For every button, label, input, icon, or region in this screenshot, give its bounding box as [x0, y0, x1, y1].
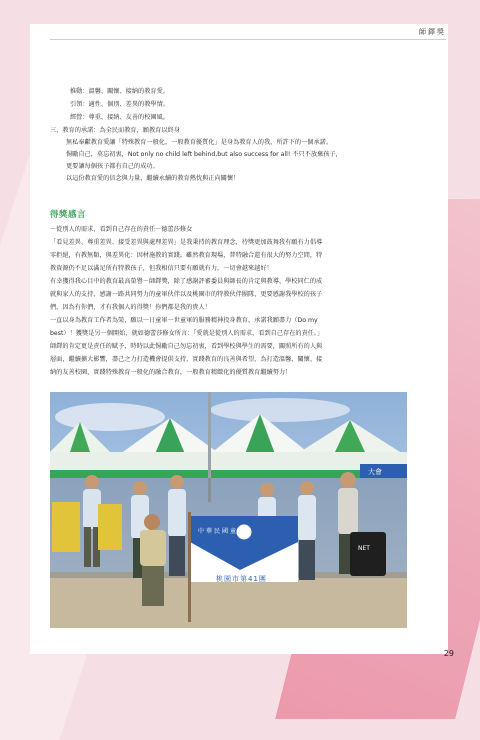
- intro-line: 經營：尊重、接納、友善的校園風。: [70, 114, 169, 121]
- flag-text-bottom: 桃園市第41團: [216, 575, 267, 583]
- section-line: －從別人的需求，看到自己存在的責任－德蕾莎修女: [50, 226, 193, 233]
- intro-line: 推動：溫馨、關懷、接納的教育愛。: [70, 88, 169, 95]
- section-title: 得獎感言: [50, 210, 87, 220]
- section-line: 零拒絕，有教無類，與差異化：因材施教的實踐。雖然教育現場，普特融合還有很大的努力空間，特: [50, 252, 323, 259]
- page-number: 29: [443, 649, 454, 658]
- svg-text:大會: 大會: [368, 468, 382, 476]
- intro-line: 三、教育的承諾：為全民而教育，願教育以終身: [50, 127, 180, 134]
- intro-line: 更要讓每個孩子都有自己的成功。: [66, 163, 159, 170]
- section-line: 層面，繼續擴大影響，盡己之力打造機會提供支持，實踐教育的良善與希望，為打造溫馨、關懷、接: [50, 356, 323, 363]
- intro-line: 引領：適性、個別、差異的教學情。: [70, 101, 169, 108]
- section-line: 們，因為有你們，才有我個人的得獎！你們都是我的貴人！: [50, 304, 211, 311]
- section-line: best）！獲獎是另一個開始，就如德蕾莎修女所言：「愛就是從別人的需求，看到自己存在的責任。」: [50, 330, 324, 337]
- section-line: 一直以身為教育工作者為榮，願以一日童軍一世童軍的服務精神投身教育，承諾我願盡力（Do my: [50, 317, 318, 324]
- header-rule: [50, 39, 446, 40]
- section-line: 教資源仍不足以滿足所有特教孩子，但我相信只要有願就有力，一切會越來越好！: [50, 265, 273, 272]
- running-header-title: 師鐸獎: [419, 28, 446, 36]
- section-line: 就與家人的支持，感謝一路共同努力的童軍伙伴以及桃園市的特教伙伴團隊，更要感謝我學校的孩子: [50, 291, 323, 298]
- svg-text:NET: NET: [358, 545, 370, 552]
- section-line: 有幸獲得我心目中的教育最高榮譽－師鐸獎，除了感謝評審委員與師長的肯定與教導、學校同仁的成: [50, 278, 323, 285]
- section-line: 「看見差異、尊重差異、接受差異與處理差異」是我秉持的教育理念，待獎更加鼓舞我有願有力倡導: [50, 239, 323, 246]
- group-photo: [50, 392, 407, 628]
- section-line: 納的友善校園，實踐特殊教育一般化的融合教育，一般教育精緻化的優質教育繼續努力！: [50, 369, 292, 376]
- intro-line: 以這份教育愛的信念與力量，繼續永續的教育熱忱與正向關懷！: [66, 175, 240, 182]
- flag-text-top: 中華民國童軍: [198, 528, 247, 535]
- intro-line: 無私奉獻教育愛讓「特殊教育一般化，一般教育優質化」是身為教育人的我，所許下的一個承諾。: [66, 139, 333, 146]
- intro-line: 惕勵自己，莫忘初衷，Not only no child left behind,but also success for all! 不只不放棄孩子，: [66, 151, 342, 158]
- section-line: 師鐸的肯定更是責任的賦予，時時以此惕勵自己勿忘初衷，看到學校與學生的需要，關照所有的人與: [50, 343, 323, 350]
